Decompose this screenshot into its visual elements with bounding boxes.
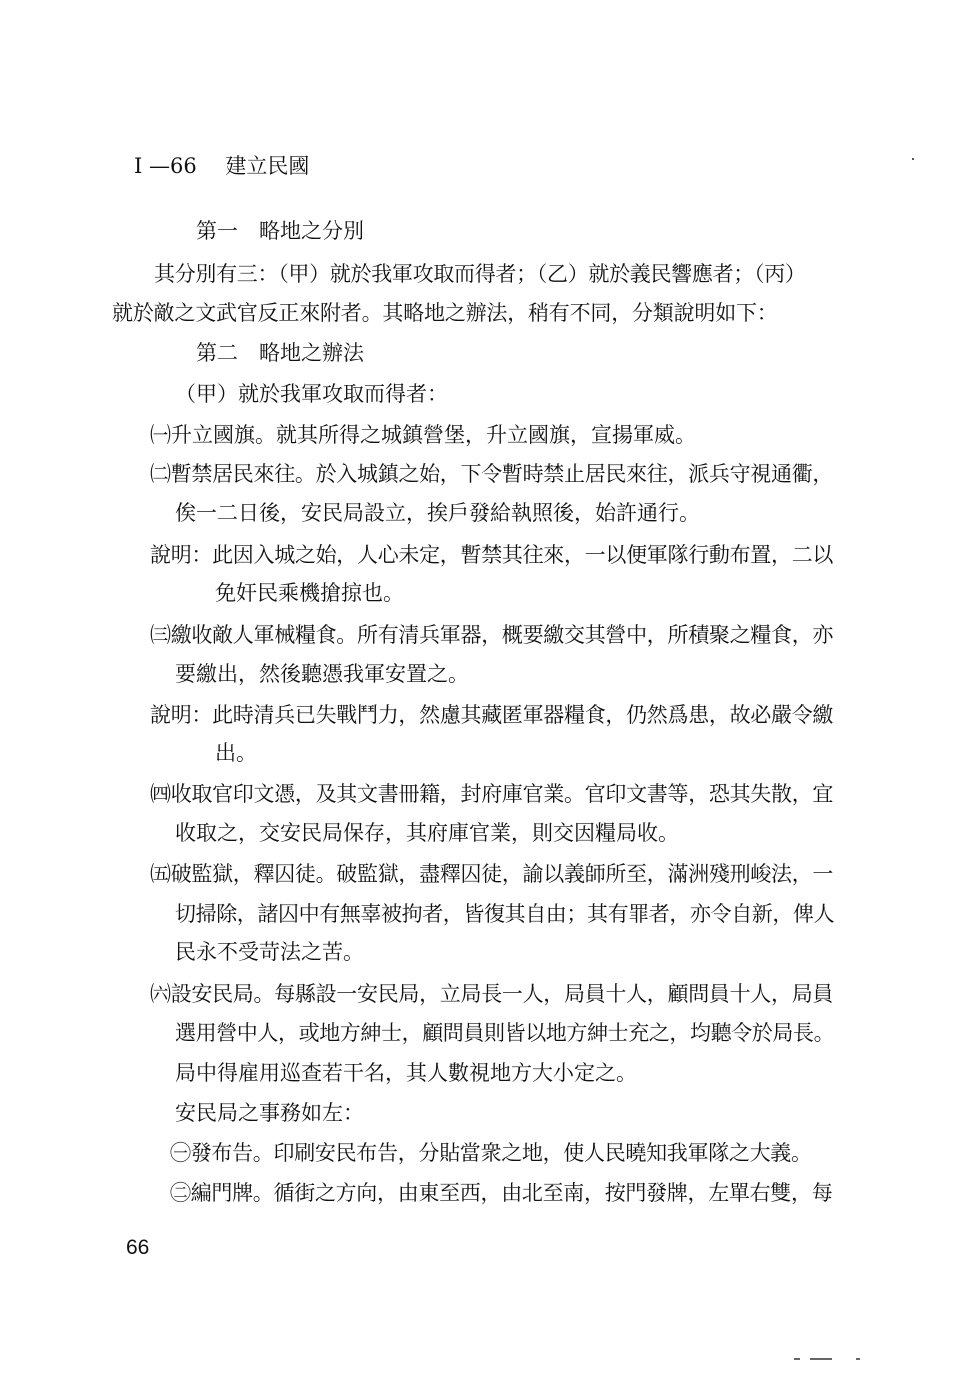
- note-line: 免奸民乘機搶掠也。: [215, 581, 404, 605]
- item-line: 俟一二日後，安民局設立，挨戶發給執照後，始許通行。: [175, 501, 700, 525]
- item-line: ㊀發布告。印刷安民布告，分貼當衆之地，使人民曉知我軍隊之大義。: [170, 1141, 812, 1165]
- item-line: 選用營中人，或地方紳士，顧問員則皆以地方紳士充之，均聽令於局長。: [175, 1021, 835, 1045]
- item-line: 民永不受苛法之苦。: [175, 940, 364, 964]
- note-line: 說明：此時清兵已失戰鬥力，然慮其藏匿軍器糧食，仍然爲患，故必嚴令繳: [150, 703, 834, 727]
- header-title: 建立民國: [225, 154, 310, 178]
- item-line: 要繳出，然後聽憑我軍安置之。: [175, 662, 469, 686]
- item-line: ㈡暫禁居民來往。於入城鎮之始，下令暫時禁止居民來往，派兵守視通衢，: [150, 462, 834, 486]
- item-line: ㈣收取官印文憑，及其文書冊籍，封府庫官業。官印文書等，恐其失散，宜: [150, 782, 834, 806]
- item-line: ㈢繳收敵人軍械糧食。所有清兵軍器，概要繳交其營中，所積聚之糧食，亦: [150, 623, 834, 647]
- item-line: 切掃除，諸囚中有無辜被拘者，皆復其自由；其有罪者，亦令自新，俾人: [175, 902, 835, 926]
- item-line: ㈤破監獄，釋囚徒。破監獄，盡釋囚徒，諭以義師所至，滿洲殘刑峻法，一: [150, 862, 834, 886]
- item-line: 收取之，交安民局保存，其府庫官業，則交因糧局收。: [175, 821, 679, 845]
- scan-mark: [856, 1358, 860, 1360]
- note-line: 說明：此因入城之始，人心未定，暫禁其往來，一以便軍隊行動布置，二以: [150, 543, 834, 567]
- subheading-2: 第二 略地之辦法: [196, 341, 364, 365]
- paragraph-line: 就於敵之文武官反正來附者。其略地之辦法，稍有不同，分類說明如下：: [112, 301, 778, 325]
- subsection-heading: （甲）就於我軍攻取而得者：: [175, 382, 448, 406]
- section-code: I —66: [134, 154, 197, 178]
- paragraph-line: 其分別有三：（甲）就於我軍攻取而得者；（乙）就於義民響應者；（丙）: [154, 262, 806, 286]
- scan-mark: [794, 1358, 800, 1360]
- item-line: ㈥設安民局。每縣設一安民局，立局長一人，局員十人，顧問員十人，局員: [150, 982, 834, 1006]
- running-header: [134, 150, 309, 180]
- subheading-1: 第一 略地之分別: [196, 219, 364, 243]
- item-line: ㈠升立國旗。就其所得之城鎮營堡，升立國旗，宣揚軍威。: [150, 423, 696, 447]
- item-line: 安民局之事務如左：: [175, 1101, 364, 1125]
- note-line: 出。: [215, 741, 257, 765]
- item-line: ㊁編門牌。循街之方向，由東至西，由北至南，按門發牌，左單右雙，每: [170, 1181, 833, 1205]
- item-line: 局中得雇用巡查若干名，其人數視地方大小定之。: [175, 1061, 637, 1085]
- scan-mark: [810, 1358, 832, 1360]
- page-number: 66: [126, 1236, 150, 1259]
- scan-mark: [912, 158, 914, 160]
